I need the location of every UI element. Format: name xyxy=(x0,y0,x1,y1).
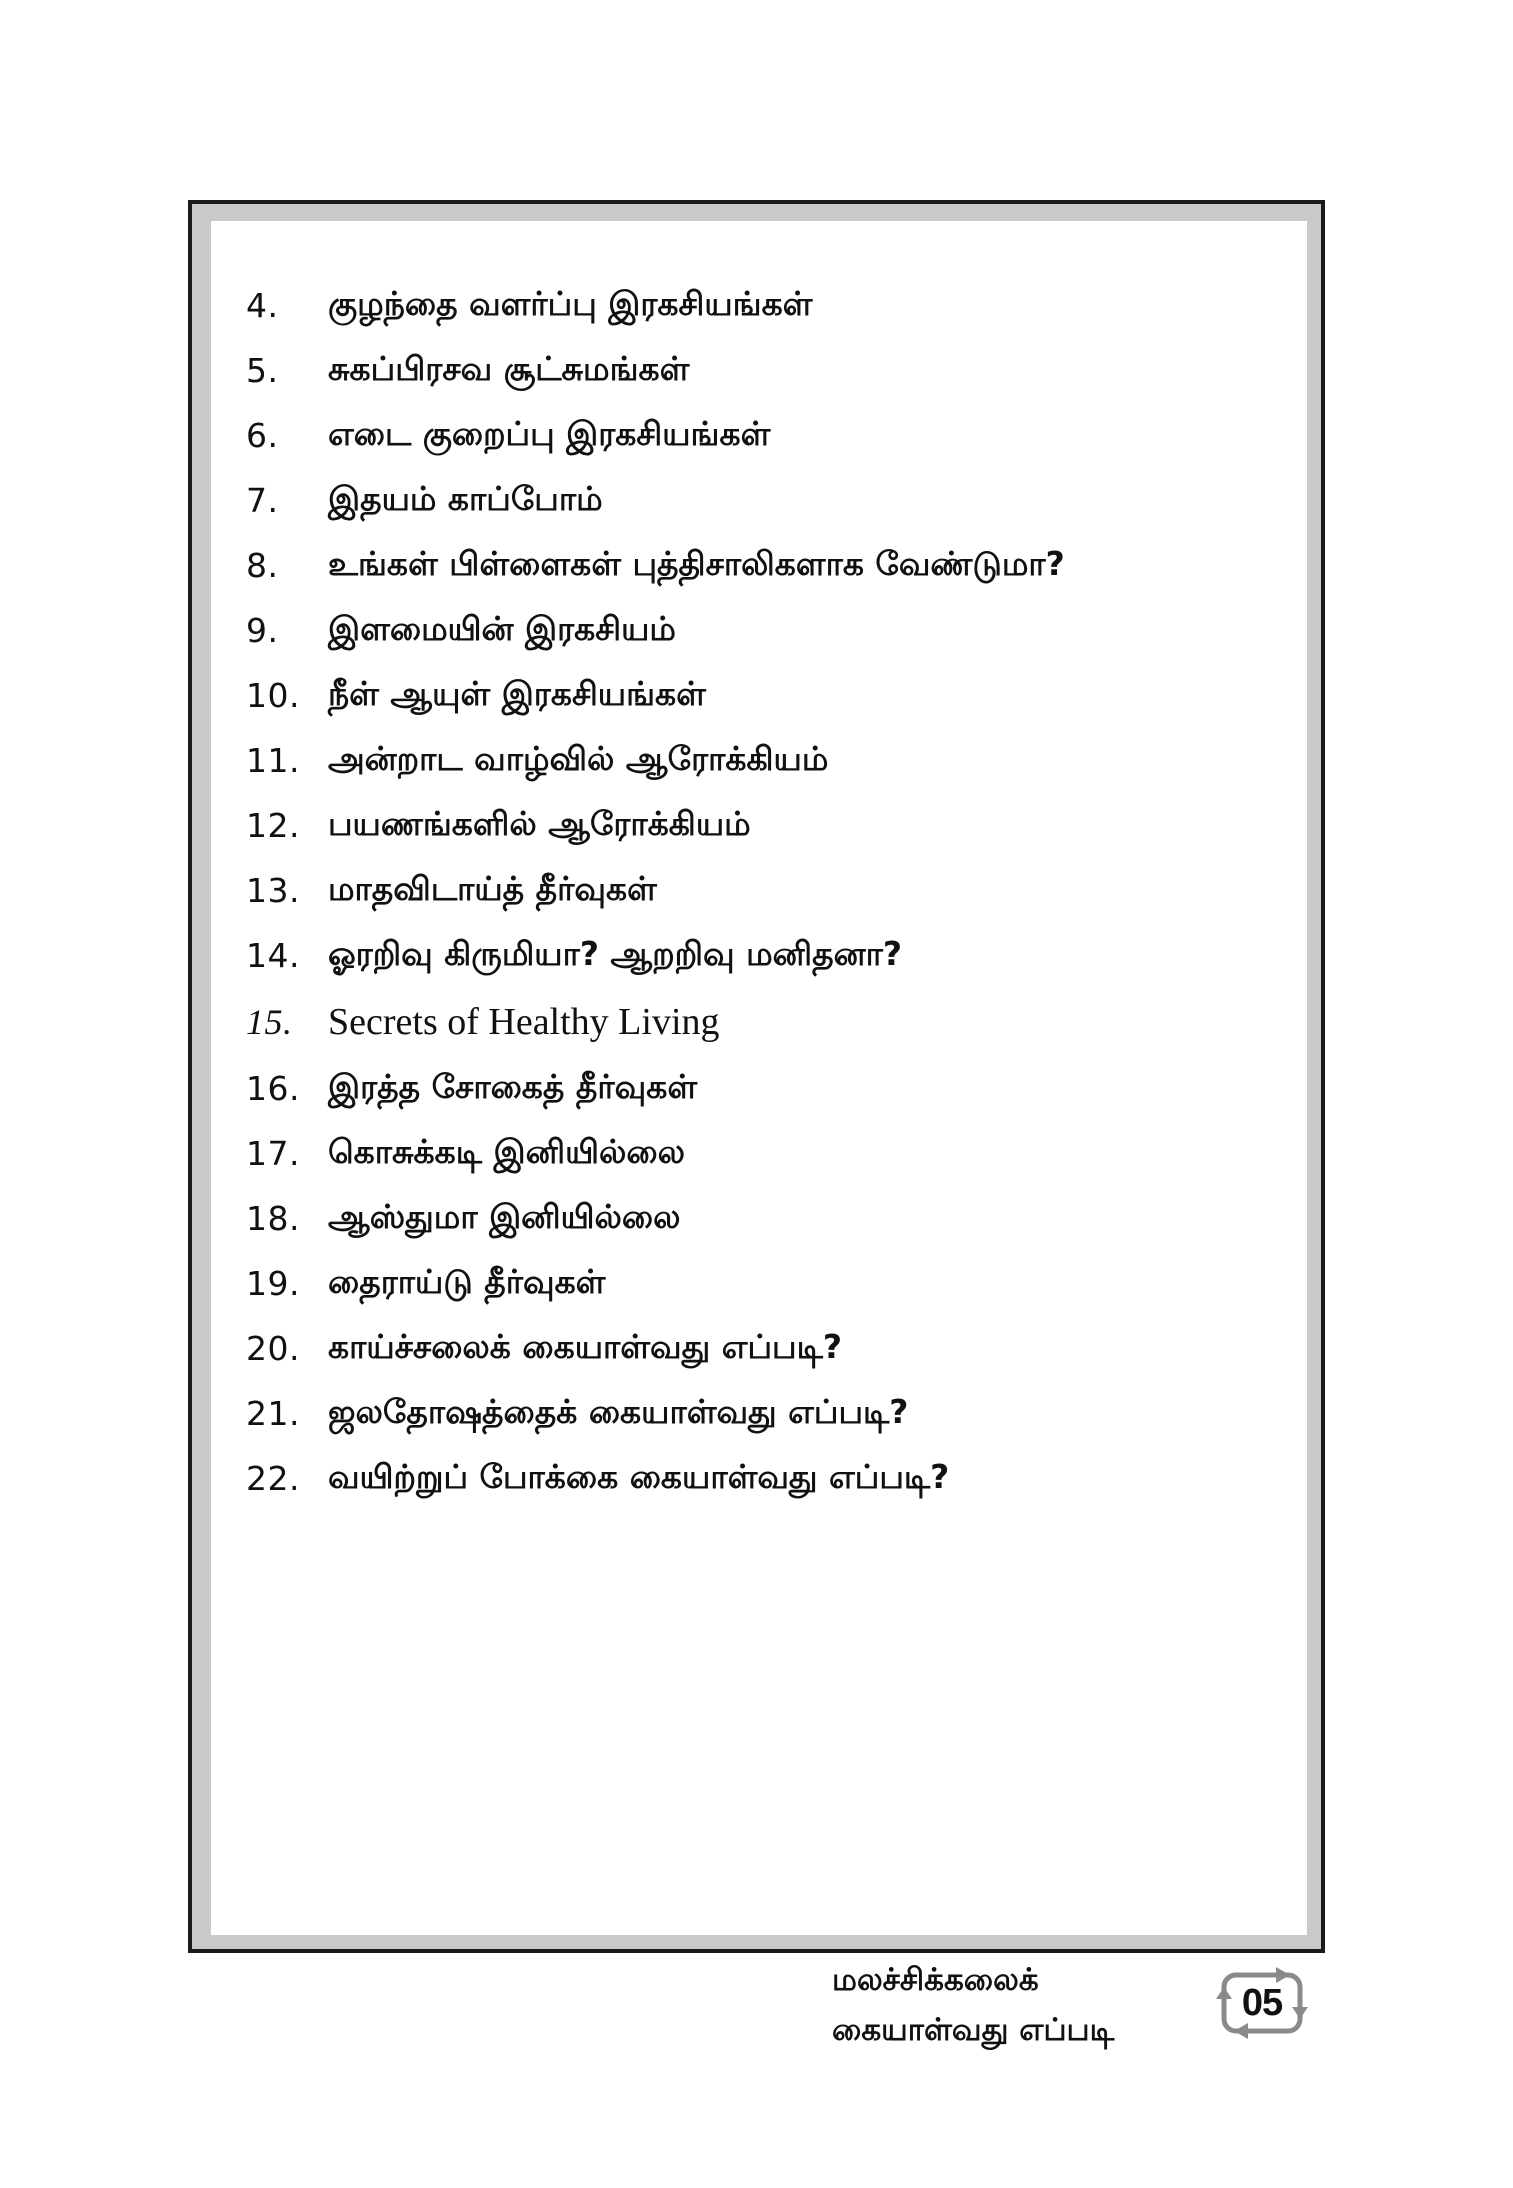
toc-item-title: மாதவிடாய்த் தீர்வுகள் xyxy=(328,868,657,908)
toc-item-title: ஆஸ்துமா இனியில்லை xyxy=(328,1196,681,1236)
running-title xyxy=(832,1955,1232,2055)
toc-item-number: 19. xyxy=(246,1264,300,1303)
toc-item xyxy=(246,1056,1306,1121)
toc-item xyxy=(246,1316,1306,1381)
toc-item xyxy=(246,923,1306,988)
toc-item-title: இரத்த சோகைத் தீர்வுகள் xyxy=(328,1066,698,1106)
toc-item xyxy=(246,1186,1306,1251)
toc-item-title: இதயம் காப்போம் xyxy=(328,478,603,518)
toc-item-title: Secrets of Healthy Living xyxy=(328,1001,720,1043)
toc-item-number: 7. xyxy=(246,481,279,520)
toc-item-title: குழந்தை வளர்ப்பு இரகசியங்கள் xyxy=(328,283,813,323)
toc-item-number: 8. xyxy=(246,546,279,585)
toc-item-title: இளமையின் இரகசியம் xyxy=(328,608,676,648)
toc-item xyxy=(246,728,1306,793)
toc-item-title: வயிற்றுப் போக்கை கையாள்வது எப்படி? xyxy=(328,1456,950,1496)
toc-item-number: 12. xyxy=(246,806,300,845)
toc-item-number: 9. xyxy=(246,611,279,650)
toc-item xyxy=(246,663,1306,728)
toc-item-title: பயணங்களில் ஆரோக்கியம் xyxy=(328,803,751,843)
toc-item xyxy=(246,1121,1306,1186)
running-title-line-2: கையாள்வது எப்படி xyxy=(832,2012,1115,2048)
table-of-contents xyxy=(246,273,1306,1511)
toc-item xyxy=(246,533,1306,598)
toc-item xyxy=(246,338,1306,403)
toc-item-number: 11. xyxy=(246,741,300,780)
toc-item-number: 6. xyxy=(246,416,279,455)
toc-item-number: 4. xyxy=(246,286,279,325)
toc-item-number: 21. xyxy=(246,1394,300,1433)
toc-item-title: அன்றாட வாழ்வில் ஆரோக்கியம் xyxy=(328,738,829,778)
contents-panel xyxy=(211,221,1307,1935)
toc-item-number: 17. xyxy=(246,1134,300,1173)
toc-item-number: 18. xyxy=(246,1199,300,1238)
toc-item xyxy=(246,1381,1306,1446)
toc-item-title: தைராய்டு தீர்வுகள் xyxy=(328,1261,606,1301)
toc-item-title: நீள் ஆயுள் இரகசியங்கள் xyxy=(328,673,706,713)
page-number-badge xyxy=(1210,1965,1314,2041)
toc-item-number: 15. xyxy=(246,1002,293,1042)
toc-item-number: 16. xyxy=(246,1069,300,1108)
toc-item-title: எடை குறைப்பு இரகசியங்கள் xyxy=(328,413,771,453)
toc-item-number: 14. xyxy=(246,936,300,975)
toc-item-number: 10. xyxy=(246,676,300,715)
toc-item xyxy=(246,403,1306,468)
toc-item xyxy=(246,988,1306,1056)
toc-item-title: உங்கள் பிள்ளைகள் புத்திசாலிகளாக வேண்டுமா? xyxy=(328,543,1065,583)
toc-item xyxy=(246,598,1306,663)
toc-item-number: 22. xyxy=(246,1459,300,1498)
toc-item xyxy=(246,1446,1306,1511)
toc-item xyxy=(246,273,1306,338)
toc-item xyxy=(246,793,1306,858)
toc-item-title: கொசுக்கடி இனியில்லை xyxy=(328,1131,685,1171)
page-footer xyxy=(832,1955,1332,2055)
toc-item xyxy=(246,1251,1306,1316)
toc-item-number: 20. xyxy=(246,1329,300,1368)
toc-item xyxy=(246,858,1306,923)
toc-item xyxy=(246,468,1306,533)
toc-item-title: காய்ச்சலைக் கையாள்வது எப்படி? xyxy=(328,1326,843,1366)
toc-item-number: 5. xyxy=(246,351,279,390)
toc-item-title: ஓரறிவு கிருமியா? ஆறறிவு மனிதனா? xyxy=(328,933,903,973)
running-title-line-1: மலச்சிக்கலைக் xyxy=(832,1962,1039,1998)
page-number: 05 xyxy=(1241,1981,1283,2024)
toc-item-title: ஜலதோஷத்தைக் கையாள்வது எப்படி? xyxy=(328,1391,909,1431)
toc-item-number: 13. xyxy=(246,871,300,910)
contents-frame xyxy=(188,200,1325,1953)
toc-item-title: சுகப்பிரசவ சூட்சுமங்கள் xyxy=(328,348,690,388)
